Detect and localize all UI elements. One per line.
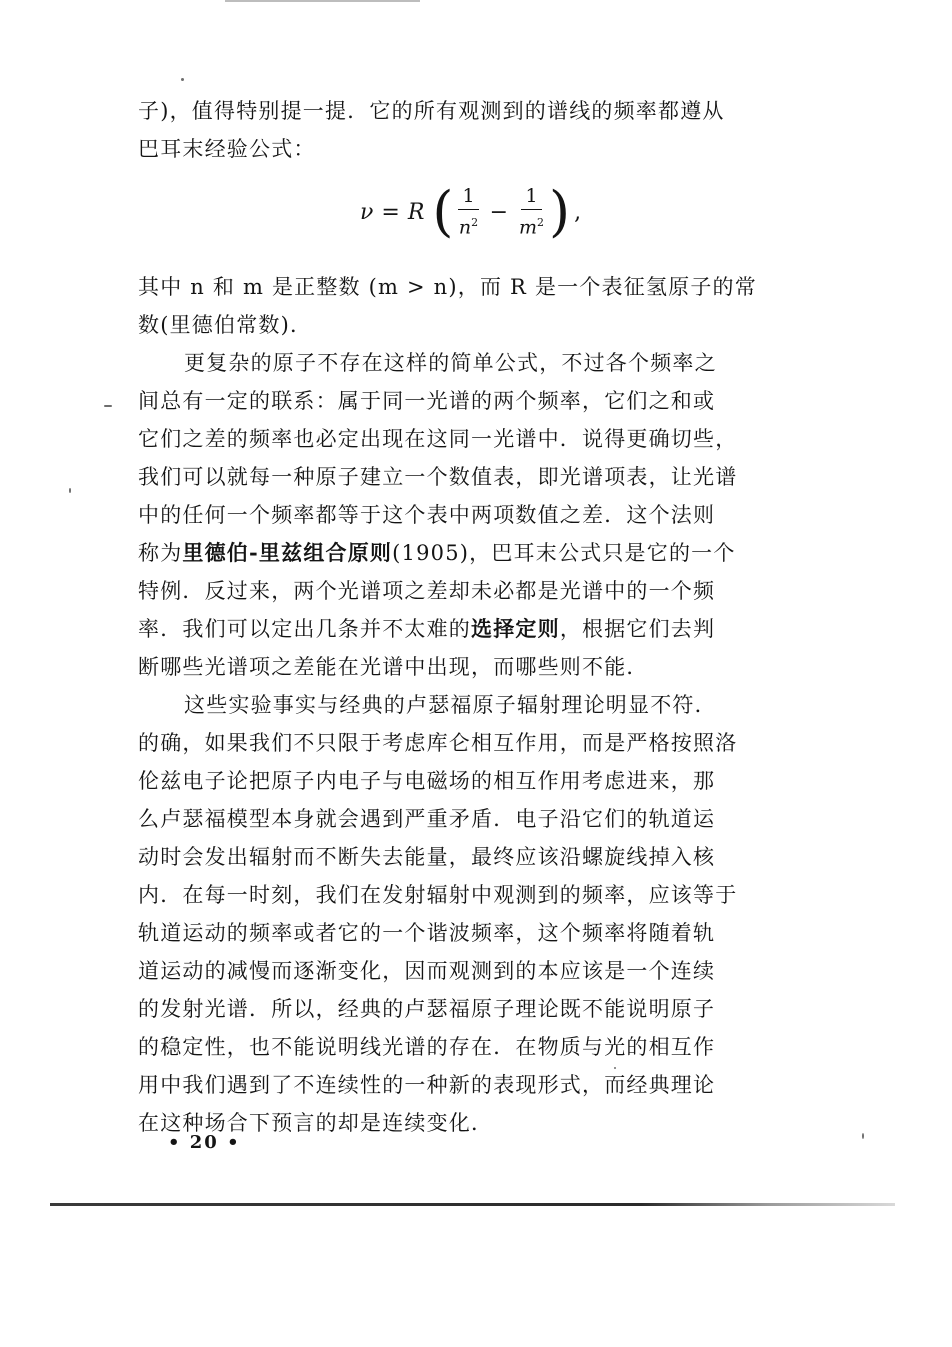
scan-speck: [104, 405, 112, 407]
text-line-combination-principle: [138, 534, 780, 572]
text-segment: ，根据它们去判: [559, 617, 716, 641]
page-body: [138, 92, 780, 1142]
fraction-1-denominator: [459, 210, 478, 239]
paragraph-2: [138, 344, 780, 686]
text-line: 的确，如果我们不只限于考虑库仑相互作用，而是严格按照洛: [138, 731, 738, 755]
scan-speck: [614, 1067, 616, 1069]
scan-speck: [181, 78, 184, 81]
formula-expression: [360, 176, 581, 248]
paragraph-1: [138, 92, 780, 168]
text-line: 动时会发出辐射而不断失去能量，最终应该沿螺旋线掉入核: [138, 845, 716, 869]
text-segment: (1905)，巴耳末公式只是它的一个: [392, 541, 736, 565]
text-line: 轨道运动的频率或者它的一个谐波频率，这个频率将随着轨: [138, 921, 716, 945]
text-line: 中的任何一个频率都等于这个表中两项数值之差．这个法则: [138, 503, 716, 527]
denominator-exponent: 2: [537, 215, 545, 229]
fraction-1-numerator: 1: [458, 185, 478, 210]
denominator-base: n: [458, 216, 472, 239]
formula-close-paren: ): [549, 180, 571, 243]
fraction-2-numerator: 1: [521, 185, 541, 210]
text-line: 内．在每一时刻，我们在发射辐射中观测到的频率，应该等于: [138, 883, 738, 907]
formula-comma: ,: [574, 199, 582, 225]
formula-rydberg-constant: R: [407, 199, 425, 225]
formula-minus: −: [489, 199, 508, 225]
paragraph-3: [138, 686, 780, 1142]
text-line: 子)，值得特别提一提．它的所有观测到的谱线的频率都遵从: [138, 99, 725, 123]
text-line-selection-rules: [138, 610, 780, 648]
text-line: 特例．反过来，两个光谱项之差却未必都是光谱中的一个频: [138, 579, 716, 603]
text-line: 它们之差的频率也必定出现在这同一光谱中．说得更确切些，: [138, 427, 738, 451]
text-line: 道运动的减慢而逐渐变化，因而观测到的本应该是一个连续: [138, 959, 716, 983]
text-line: 断哪些光谱项之差能在光谱中出现，而哪些则不能．: [138, 655, 649, 679]
page-number: • 20 •: [168, 1132, 241, 1153]
formula-fraction-2: [519, 185, 544, 239]
text-line: 么卢瑟福模型本身就会遇到严重矛盾．电子沿它们的轨道运: [138, 807, 716, 831]
term-selection-rules: 选择定则: [471, 616, 560, 641]
denominator-exponent: 2: [471, 215, 479, 229]
term-combination-principle: 里德伯-里兹组合原则: [182, 540, 393, 565]
text-line: 的发射光谱．所以，经典的卢瑟福原子理论既不能说明原子: [138, 997, 716, 1021]
text-line: 在这种场合下预言的却是连续变化．: [138, 1111, 494, 1135]
text-segment: 率．我们可以定出几条并不太难的: [138, 617, 471, 641]
formula-fraction-1: [458, 185, 478, 239]
text-line: 间总有一定的联系：属于同一光谱的两个频率，它们之和或: [138, 389, 716, 413]
text-line: 更复杂的原子不存在这样的简单公式，不过各个频率之: [184, 351, 717, 375]
scan-speck: [862, 1133, 864, 1139]
formula-open-paren: (: [432, 180, 454, 243]
balmer-formula: [138, 168, 780, 268]
scan-speck: [69, 488, 71, 493]
text-line: 用中我们遇到了不连续性的一种新的表现形式，而经典理论: [138, 1073, 716, 1097]
text-line: 这些实验事实与经典的卢瑟福原子辐射理论明显不符．: [184, 693, 717, 717]
text-line: 我们可以就每一种原子建立一个数值表，即光谱项表，让光谱: [138, 465, 738, 489]
text-line: 的稳定性，也不能说明线光谱的存在．在物质与光的相互作: [138, 1035, 716, 1059]
text-segment: 称为: [138, 541, 183, 565]
fraction-2-denominator: [519, 210, 544, 239]
bottom-scan-edge-rule: [50, 1203, 895, 1206]
text-line: 其中 n 和 m 是正整数 (m > n)，而 R 是一个表征氢原子的常: [138, 275, 757, 299]
formula-nu: ν: [360, 199, 374, 225]
denominator-base: m: [519, 216, 538, 239]
top-edge-rule: [225, 0, 420, 2]
text-line: 数(里德伯常数)．: [138, 313, 313, 337]
text-line: 巴耳末经验公式：: [138, 137, 316, 161]
formula-equals: =: [381, 199, 400, 225]
paragraph-1-continued: [138, 268, 780, 344]
text-line: 伦兹电子论把原子内电子与电磁场的相互作用考虑进来，那: [138, 769, 716, 793]
